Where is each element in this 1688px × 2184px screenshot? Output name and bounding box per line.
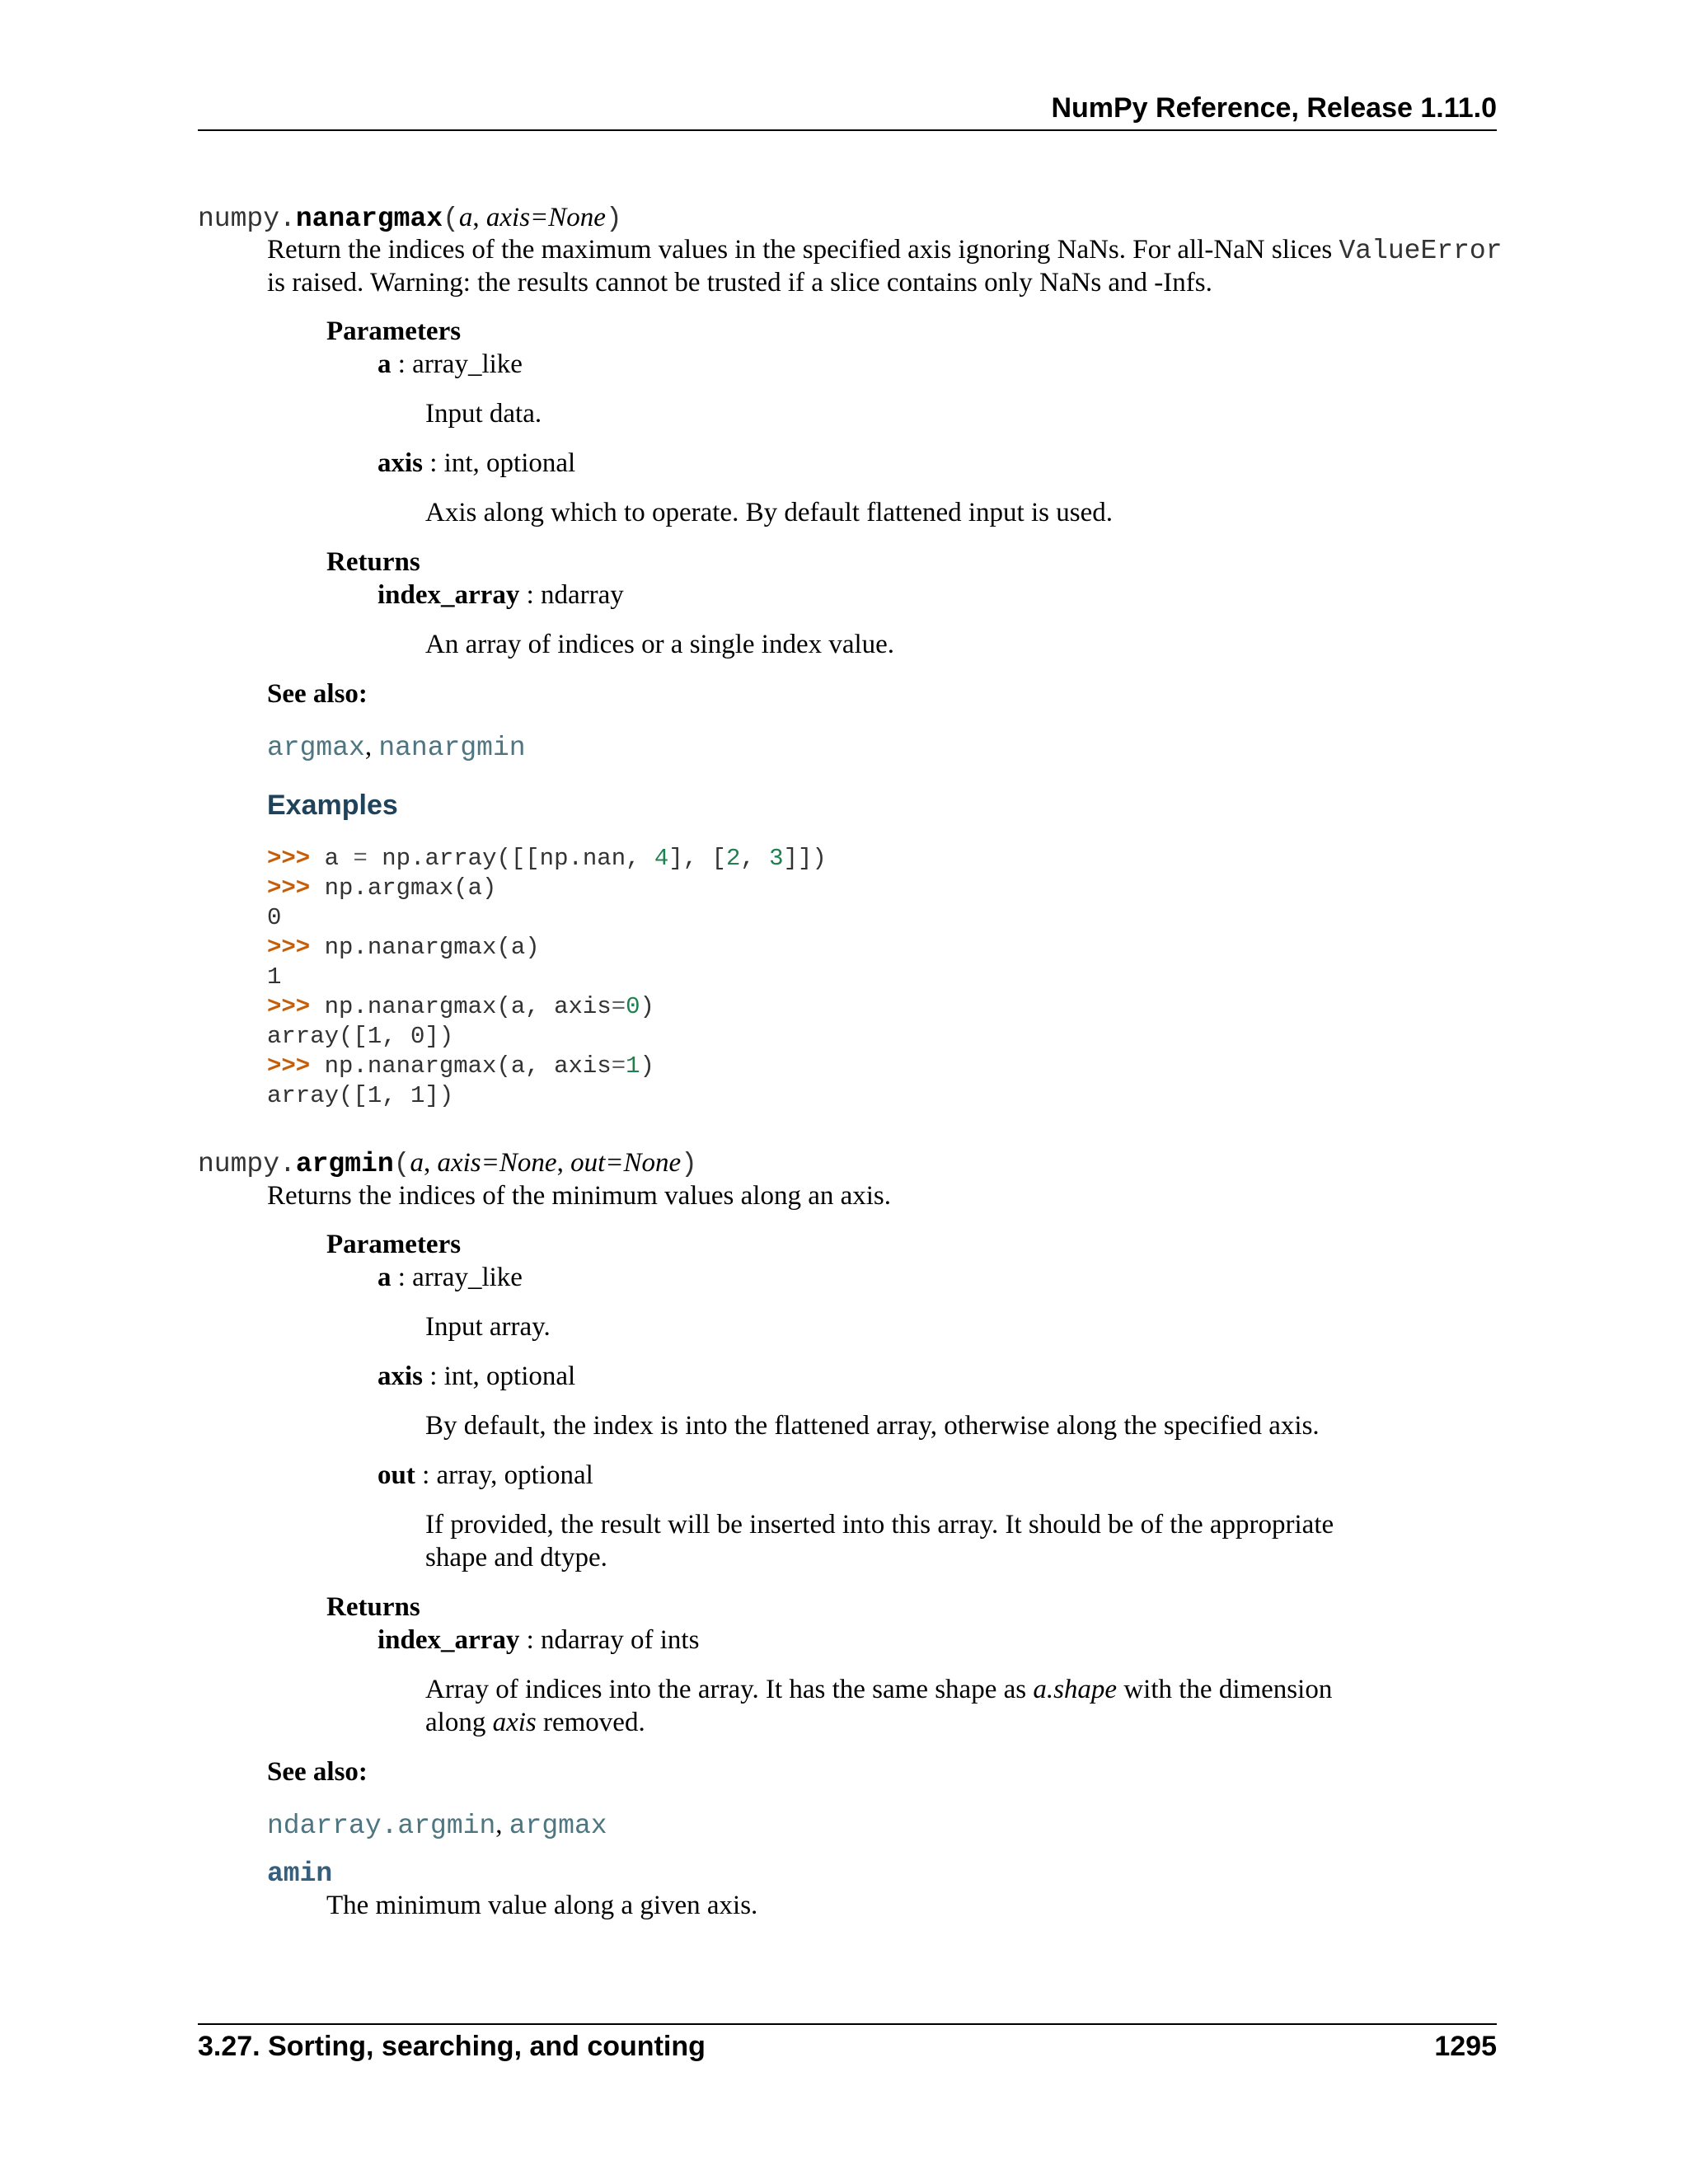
header-rule bbox=[198, 129, 1497, 131]
close-paren: ) bbox=[605, 204, 622, 234]
param-axis: axis=None bbox=[485, 203, 606, 232]
function-name: nanargmax bbox=[295, 204, 443, 234]
return-type: : ndarray bbox=[519, 580, 624, 610]
separator: , bbox=[472, 203, 486, 232]
param-type: : array, optional bbox=[415, 1460, 593, 1490]
module-prefix: numpy. bbox=[198, 204, 296, 234]
param-name: a bbox=[377, 1263, 392, 1292]
code-token: np.nanargmax(a) bbox=[324, 934, 540, 961]
link-argmax[interactable]: argmax bbox=[509, 1811, 607, 1841]
link-nanargmin[interactable]: nanargmin bbox=[378, 733, 526, 763]
number: 3 bbox=[769, 845, 784, 872]
param-out: out=None bbox=[570, 1148, 682, 1178]
footer-page-number: 1295 bbox=[1434, 2031, 1497, 2062]
separator: , bbox=[423, 1148, 438, 1178]
argmin-returns-heading: Returns bbox=[326, 1592, 420, 1622]
desc-text: Array of indices into the array. It has the same shape as bbox=[425, 1675, 1034, 1704]
argmin-param-out bbox=[377, 1459, 593, 1492]
number: 2 bbox=[725, 845, 741, 872]
code-line-3 bbox=[267, 933, 540, 963]
code-line-4 bbox=[267, 992, 654, 1022]
link-separator: , bbox=[364, 732, 379, 762]
argmin-parameters-heading: Parameters bbox=[326, 1230, 462, 1259]
argmin-return-desc-line2 bbox=[425, 1706, 645, 1739]
desc-emphasis: axis bbox=[492, 1708, 537, 1737]
module-prefix: numpy. bbox=[198, 1149, 296, 1179]
nanargmax-description-line2: is raised. Warning: the results cannot be trusted if a slice contains only NaNs and -Infs. bbox=[267, 268, 1212, 298]
code-token: ) bbox=[640, 993, 654, 1020]
param-name: a bbox=[377, 349, 392, 379]
code-token: , bbox=[740, 845, 770, 872]
argmin-signature bbox=[198, 1146, 697, 1181]
desc-text: removed. bbox=[536, 1708, 645, 1737]
argmin-see-also-heading: See also: bbox=[267, 1757, 368, 1787]
code-line-5 bbox=[267, 1052, 654, 1081]
prompt: >>> bbox=[267, 874, 311, 902]
code-output-3: 1 bbox=[267, 963, 282, 991]
operator: = bbox=[353, 845, 368, 872]
code-token: ], [ bbox=[668, 845, 726, 872]
examples-heading: Examples bbox=[267, 790, 398, 821]
argmin-param-axis bbox=[377, 1360, 575, 1393]
footer-rule bbox=[198, 2023, 1497, 2025]
link-separator: , bbox=[495, 1810, 509, 1840]
argmin-return-index-array bbox=[377, 1624, 699, 1657]
open-paren: ( bbox=[393, 1149, 410, 1179]
argmin-param-out-desc-line2: shape and dtype. bbox=[425, 1543, 607, 1572]
code-token: np.argmax(a) bbox=[324, 874, 497, 902]
code-token: np.nanargmax(a, axis bbox=[324, 1052, 612, 1080]
nanargmax-description-line1 bbox=[267, 233, 1503, 268]
nanargmax-return-desc: An array of indices or a single index value. bbox=[425, 630, 895, 659]
prompt: >>> bbox=[267, 845, 311, 872]
param-type: : array_like bbox=[391, 349, 523, 379]
param-type: : int, optional bbox=[423, 1361, 576, 1391]
param-name: out bbox=[377, 1460, 415, 1490]
link-argmax[interactable]: argmax bbox=[267, 733, 365, 763]
prompt: >>> bbox=[267, 993, 311, 1020]
code-output-5: array([1, 1]) bbox=[267, 1082, 454, 1109]
nanargmax-param-a-desc: Input data. bbox=[425, 399, 542, 429]
link-ndarray-argmin[interactable]: ndarray.argmin bbox=[267, 1811, 496, 1841]
param-axis: axis=None bbox=[437, 1148, 557, 1178]
nanargmax-param-a bbox=[377, 348, 523, 381]
code-token: np.array([[np.nan, bbox=[367, 845, 654, 872]
nanargmax-signature bbox=[198, 201, 622, 236]
nanargmax-see-also-links bbox=[267, 730, 526, 765]
code-token: ]]) bbox=[783, 845, 827, 872]
argmin-amin-term bbox=[267, 1856, 332, 1891]
nanargmax-param-axis bbox=[377, 447, 575, 480]
param-type: : array_like bbox=[391, 1263, 523, 1292]
nanargmax-returns-heading: Returns bbox=[326, 547, 420, 577]
return-name: index_array bbox=[377, 1625, 520, 1655]
separator: , bbox=[556, 1148, 571, 1178]
nanargmax-return-index-array bbox=[377, 579, 624, 612]
close-paren: ) bbox=[681, 1149, 697, 1179]
code-line-2 bbox=[267, 874, 496, 903]
argmin-param-a-desc: Input array. bbox=[425, 1312, 551, 1342]
code-token: a bbox=[324, 845, 354, 872]
open-paren: ( bbox=[443, 204, 459, 234]
code-output-4: array([1, 0]) bbox=[267, 1023, 454, 1050]
return-type: : ndarray of ints bbox=[519, 1625, 700, 1655]
prompt: >>> bbox=[267, 934, 311, 961]
code-line-1 bbox=[267, 844, 827, 874]
function-name: argmin bbox=[295, 1149, 394, 1179]
argmin-see-also-links bbox=[267, 1808, 607, 1843]
code-token: ) bbox=[640, 1052, 654, 1080]
nanargmax-see-also-heading: See also: bbox=[267, 679, 368, 709]
param-name: axis bbox=[377, 448, 424, 478]
argmin-param-out-desc-line1: If provided, the result will be inserted into this array. It should be of the appropriate bbox=[425, 1510, 1334, 1540]
argmin-param-axis-desc: By default, the index is into the flattened array, otherwise along the specified axis. bbox=[425, 1411, 1320, 1441]
param-type: : int, optional bbox=[423, 448, 576, 478]
return-name: index_array bbox=[377, 580, 520, 610]
argmin-return-desc-line1 bbox=[425, 1673, 1385, 1706]
argmin-description: Returns the indices of the minimum values along an axis. bbox=[267, 1181, 892, 1211]
desc-text: with the dimension bbox=[1117, 1675, 1333, 1704]
nanargmax-parameters-heading: Parameters bbox=[326, 316, 462, 346]
nanargmax-param-axis-desc: Axis along which to operate. By default flattened input is used. bbox=[425, 498, 1113, 527]
operator: = bbox=[611, 993, 626, 1020]
link-amin[interactable]: amin bbox=[267, 1858, 333, 1889]
code-token: np.nanargmax(a, axis bbox=[324, 993, 612, 1020]
page-header-title: NumPy Reference, Release 1.11.0 bbox=[1051, 92, 1497, 124]
argmin-amin-desc: The minimum value along a given axis. bbox=[326, 1891, 758, 1920]
number: 0 bbox=[626, 993, 640, 1020]
argmin-param-a bbox=[377, 1261, 523, 1294]
operator: = bbox=[611, 1052, 626, 1080]
number: 4 bbox=[654, 845, 669, 872]
param-a: a bbox=[410, 1148, 424, 1178]
param-a: a bbox=[458, 203, 473, 232]
footer-section-title: 3.27. Sorting, searching, and counting bbox=[198, 2031, 706, 2062]
description-text: Return the indices of the maximum values in the specified axis ignoring NaNs. For all-NaN slices bbox=[267, 235, 1333, 265]
desc-text: along bbox=[425, 1708, 493, 1737]
prompt: >>> bbox=[267, 1052, 311, 1080]
valueerror-code: ValueError bbox=[1339, 236, 1503, 266]
number: 1 bbox=[626, 1052, 640, 1080]
param-name: axis bbox=[377, 1361, 424, 1391]
code-output-2: 0 bbox=[267, 904, 282, 931]
desc-emphasis: a.shape bbox=[1033, 1675, 1118, 1704]
